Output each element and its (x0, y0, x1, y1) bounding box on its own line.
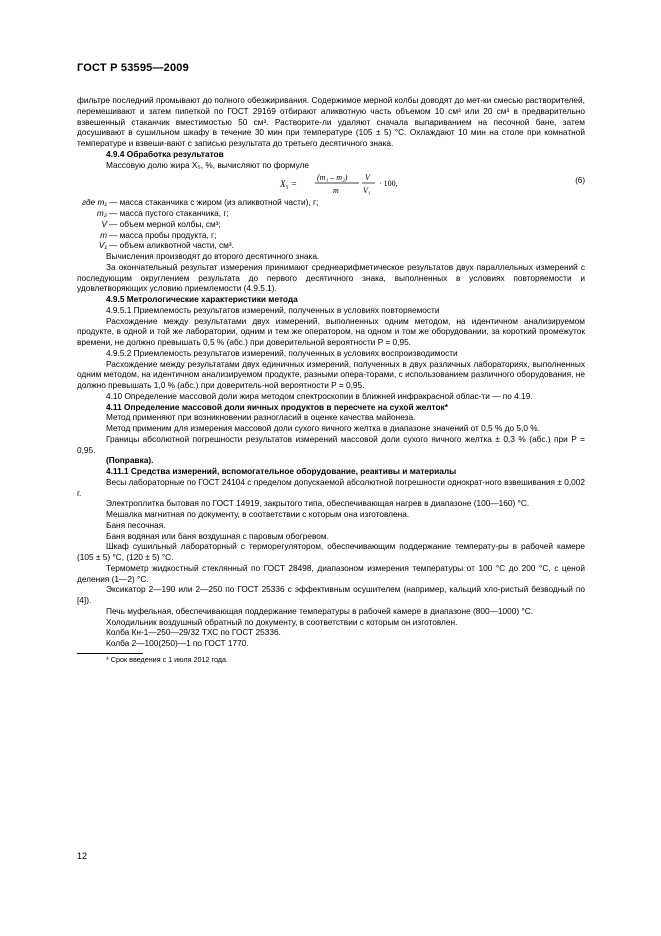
document-body (77, 95, 585, 665)
formula-tail: · 100, (379, 179, 398, 189)
subheading-4-9-5-2: 4.9.5.2 Приемлемость результатов измерений, полученных в условиях воспроизводимости (106, 347, 458, 358)
formula-den1: m (333, 186, 339, 196)
legend-text: — масса стаканчика с жиром (из аликвотной части), г; (109, 197, 319, 208)
formula-den2: V₁ (363, 186, 371, 196)
equation-number: (6) (575, 176, 585, 186)
footnote: * Срок введения с 1 июля 2012 года. (106, 654, 228, 664)
section-4-10: 4.10 Определение массовой доли жира методом спектроскопии в ближней инфракрасной облас-ти — по 4.19. (106, 390, 533, 401)
legend-symbol: V (101, 218, 107, 229)
equipment-item: Эксикатор 2—190 или 2—250 по ГОСТ 25336 с эффективным осушителем (например, кальций хло-ристый безводный по [4]). (77, 584, 585, 605)
legend-text: — объем аликвотной части, см³. (109, 240, 234, 251)
legend-symbol: m (100, 229, 107, 240)
formula-6 (77, 172, 585, 198)
standard-header: ГОСТ Р 53595—2009 (77, 62, 189, 74)
equipment-item: Весы лабораторные по ГОСТ 24104 с пределом допускаемой абсолютной погрешности однократ-ного взвешивания ± 0,002 г. (77, 476, 585, 498)
heading-4-11: 4.11 Определение массовой доли яичных продуктов в пересчете на сухой желток* (106, 401, 448, 412)
formula-num1: (m₁ – m₂) (317, 173, 348, 183)
formula-intro: Массовую долю жира X₅, %, вычисляют по формуле (106, 159, 310, 170)
paragraph-continuation: фильтре последний промывают до полного обезжиривания. Содержимое мерной колбы доводят до мет-ки смесью растворителей, перемешивают и затем пипеткой по ГОСТ 29169 отбирают аликвотную часть объемом 10 см³ или 20 см³ в предварительно взвешенный стаканчик вместимостью 50 см³. Растворите-ли удаляют сначала выпариванием на песочной бане, затем досушивают в сушильном шкафу в течение 30 мин при температуре (105 ± 5) °С. Охлаждают 10 мин на столе при комнатной температуре и взвеши-вают с записью результата до третьего десятичного знака. (77, 95, 585, 148)
heading-4-9-5: 4.9.5 Метрологические характеристики метода (106, 294, 298, 304)
paragraph: Границы абсолютной погрешности результатов измерений массовой доли сухого яичного желтка ± 0,3 % (абс.) при P = 0,95. (77, 433, 585, 455)
amendment-note: (Поправка). (106, 455, 154, 466)
equipment-item: Колба Кн-1—250—29/32 ТХС по ГОСТ 25336. (106, 627, 281, 638)
paragraph: Вычисления производят до второго десятичного знака. (106, 251, 320, 261)
equipment-item: Колба 2—100(250)—1 по ГОСТ 1770. (106, 638, 249, 648)
equipment-item: Баня водяная или баня воздушная с паровым обогревом. (106, 530, 329, 541)
equipment-item: Мешалка магнитная по документу, в соответствии с которым она изготовлена. (106, 509, 410, 519)
paragraph: Метод применим для измерения массовой доли сухого яичного желтка в диапазоне значений от 0,5 % до 5,0 %. (106, 423, 540, 433)
page-number: 12 (77, 851, 88, 861)
paragraph: Расхождение между результатами двух измерений, выполненных одним методом, на идентичном анализируемом продукте, в одной и той же лаборатории, одним и тем же оператором, на одном и том же оборудовании, за короткий промежуток времени, не должно превышать 0,5 % (абс.) при доверительной вероятности P = 0,95. (77, 315, 585, 347)
formula-lhs: X₅ = (280, 179, 297, 190)
legend-text: — объем мерной колбы, см³; (109, 218, 221, 229)
footnote-separator (77, 653, 143, 654)
paragraph: Расхождение между результатами двух единичных измерений, полученных в двух различных лабораториях, выполненных одним методом, на идентичном анализируемом продукте, разными опера-торами, с использованием различного оборудования, не должно превышать 1,0 % (абс.) при доверитель-ной вероятности P = 0,95. (77, 358, 585, 390)
equipment-item: Электроплитка бытовая по ГОСТ 14919, закрытого типа, обеспечивающая нагрев в диапазоне (100—160) °С. (106, 498, 530, 509)
equipment-item: Термометр жидкостный стеклянный по ГОСТ 28498, диапазоном измерения температуры от 100 °С до 200 °С, с ценой деления (1—2) °С. (77, 562, 585, 584)
heading-4-9-4: 4.9.4 Обработка результатов (106, 148, 224, 159)
legend-symbol: V₁ (98, 240, 107, 251)
paragraph: За окончательный результат измерения принимают среднеарифметическое результатов двух параллельных измерений с последующим округлением результата до первого десятичного знака, выполненных в условиях повторяемости и удовлетворяющих условию приемлемости (4.9.5.1). (77, 261, 585, 294)
legend-symbol: m₂ (96, 208, 107, 218)
legend-text: — масса пробы продукта, г; (109, 229, 217, 240)
legend-symbol: где m₁ (81, 197, 107, 208)
variable-legend (77, 197, 585, 251)
legend-text: — масса пустого стаканчика, г; (109, 208, 229, 218)
heading-4-11-1: 4.11.1 Средства измерений, вспомогательное оборудование, реактивы и материалы (106, 466, 457, 476)
formula-block (77, 170, 585, 197)
equipment-item: Холодильник воздушный обратный по документу, в соответствии с которым он изготовлен. (106, 616, 458, 627)
equipment-item: Баня песочная. (106, 519, 166, 530)
subheading-4-9-5-1: 4.9.5.1 Приемлемость результатов измерений, полученных в условиях повторяемости (106, 304, 440, 315)
formula-num2: V (365, 173, 370, 183)
paragraph: Метод применяют при возникновении разногласий в оценке качества майонеза. (106, 412, 416, 423)
equipment-item: Печь муфельная, обеспечивающая поддержание температуры в рабочей камере в диапазоне (800—1000) °С. (106, 605, 534, 616)
equipment-item: Шкаф сушильный лабораторный с терморегулятором, обеспечивающим поддержание температу-ры в рабочей камере (105 ± 5) °С, (120 ± 5) °С. (77, 541, 585, 562)
